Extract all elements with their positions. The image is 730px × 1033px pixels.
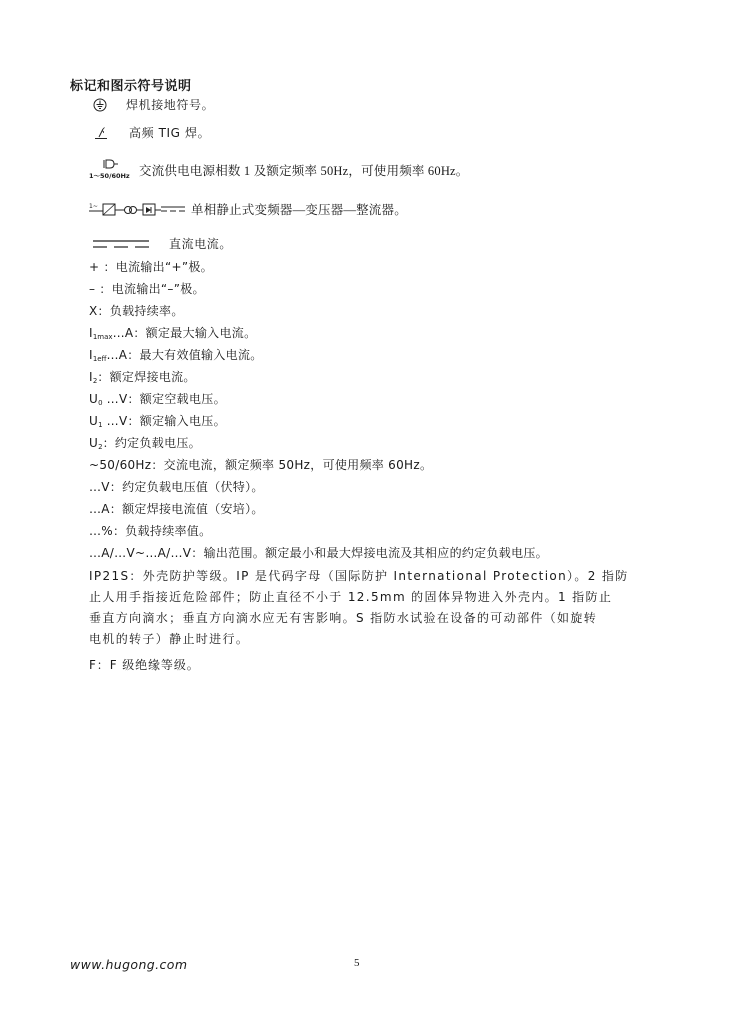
ip-line-1: IP21S：外壳防护等级。IP 是代码字母（国际防护 International Protection）。2 指防 xyxy=(89,569,629,583)
plug-icon xyxy=(103,158,119,170)
section-title: 标记和图示符号说明 xyxy=(70,79,192,94)
footer-website-link[interactable]: www.hugong.com xyxy=(70,957,188,972)
ground-symbol-text: 焊机接地符号。 xyxy=(126,98,215,112)
ip-rating-paragraph xyxy=(89,566,661,650)
output-range-definition: …A/…V~…A/…V：输出范围。额定最小和最大焊接电流及其相应的约定负载电压。 xyxy=(89,546,548,560)
frequency-definition: ~50/60Hz：交流电流，额定频率 50Hz，可使用频率 60Hz。 xyxy=(89,458,433,472)
ac-supply-text: 交流供电电源相数 1 及额定频率 50Hz，可使用频率 60Hz。 xyxy=(139,164,469,178)
ground-symbol-row xyxy=(93,96,214,113)
current-value-definition: …A：额定焊接电流值（安培）。 xyxy=(89,502,264,516)
u0-definition: $U_0$ …V：额定空载电压。 xyxy=(89,392,226,407)
i2-definition: $I_2$：额定焊接电流。 xyxy=(89,370,196,385)
page-number: 5 xyxy=(354,957,360,969)
tig-symbol-text: 高频 TIG 焊。 xyxy=(129,126,211,140)
minus-definition: – ：电流输出“–”极。 xyxy=(89,282,205,296)
ip-line-3: 垂直方向滴水；垂直方向滴水应无有害影响。S 指防水试验在设备的可动部件（如旋转 xyxy=(89,611,598,625)
ac-supply-icon xyxy=(89,158,131,182)
inverter-row xyxy=(89,200,407,218)
plus-definition: + ：电流输出“+”极。 xyxy=(89,260,213,274)
svg-text:1~: 1~ xyxy=(89,203,98,210)
ip-line-2: 止人用手指接近危险部件；防止直径不小于 12.5mm 的固体异物进入外壳内。1 指防止 xyxy=(89,590,613,604)
duty-value-definition: …%：负载持续率值。 xyxy=(89,524,212,538)
ac-supply-row xyxy=(89,158,469,182)
ip-line-4: 电机的转子）静止时进行。 xyxy=(89,632,250,646)
inverter-chain-icon xyxy=(89,201,187,217)
ground-icon xyxy=(93,98,107,112)
ac-supply-icon-caption: 1～50/60Hz xyxy=(89,172,130,180)
tig-torch-icon xyxy=(94,126,108,140)
tig-symbol-row xyxy=(94,124,210,141)
dc-text: 直流电流。 xyxy=(169,237,233,251)
voltage-value-definition: …V：约定负载电压值（伏特）。 xyxy=(89,480,264,494)
direct-current-icon xyxy=(93,238,149,250)
i1max-definition: $I_{1max}\dots A$：额定最大输入电流。 xyxy=(89,326,257,341)
duty-cycle-definition: X：负载持续率。 xyxy=(89,304,184,318)
u2-definition: $U_2$：约定负载电压。 xyxy=(89,436,201,451)
dc-row xyxy=(93,235,232,252)
insulation-class-definition: F：F 级绝缘等级。 xyxy=(89,658,200,672)
i1eff-definition: $I_{1eff}\dots A$：最大有效值输入电流。 xyxy=(89,348,263,363)
u1-definition: $U_1$ …V：额定输入电压。 xyxy=(89,414,226,429)
inverter-text: 单相静止式变频器—变压器—整流器。 xyxy=(191,203,407,217)
